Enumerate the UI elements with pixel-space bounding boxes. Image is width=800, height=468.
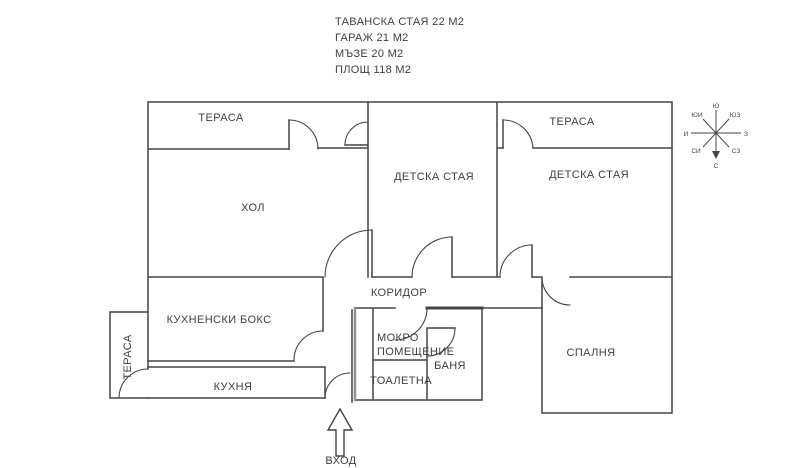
title-line-attic: ТАВАНСКА СТАЯ 22 М2 <box>335 16 465 28</box>
door-arcs <box>119 120 570 398</box>
room-label-terrace-left: ТЕРАСА <box>122 334 134 380</box>
compass-label-right: З <box>744 131 748 138</box>
room-label-kitchen: КУХНЯ <box>213 381 253 393</box>
room-label-bathroom: БАНЯ <box>434 360 466 372</box>
room-label-hall: ХОЛ <box>241 202 265 214</box>
compass-label-bottom-left: СИ <box>691 148 701 155</box>
title-line-garage: ГАРАЖ 21 М2 <box>335 32 409 44</box>
compass-rose <box>684 103 748 170</box>
room-label-terrace-top-left: ТЕРАСА <box>198 112 244 124</box>
title-line-basement: МЪЗЕ 20 М2 <box>335 48 404 60</box>
room-label-kids-room-2: ДЕТСКА СТАЯ <box>549 169 629 181</box>
title-block <box>335 16 464 76</box>
room-label-bedroom: СПАЛНЯ <box>566 347 616 359</box>
room-label-wet-room-line1: МОКРО <box>377 332 419 344</box>
entrance-label: ВХОД <box>325 455 357 467</box>
compass-label-left: И <box>683 131 689 138</box>
room-label-kids-room-1: ДЕТСКА СТАЯ <box>394 171 474 183</box>
title-line-area: ПЛОЩ 118 М2 <box>335 64 412 76</box>
room-label-terrace-top-right: ТЕРАСА <box>549 116 595 128</box>
entrance-marker <box>325 409 356 467</box>
compass-label-bottom-right: СЗ <box>731 148 741 155</box>
compass-label-top-right: ЮЗ <box>729 112 741 119</box>
compass-label-top: Ю <box>712 103 720 110</box>
room-label-corridor: КОРИДОР <box>370 287 428 299</box>
room-label-toilet: ТОАЛЕТНА <box>370 375 432 387</box>
room-label-kitchen-box: КУХНЕНСКИ БОКС <box>166 314 272 326</box>
door-leaves <box>289 120 532 277</box>
compass-north-arrowhead <box>712 151 720 159</box>
room-label-wet-room-line2: ПОМЕЩЕНИЕ <box>377 346 455 358</box>
entrance-arrow <box>328 409 352 456</box>
compass-label-bottom: С <box>713 163 719 170</box>
compass-label-top-left: ЮИ <box>691 112 703 119</box>
